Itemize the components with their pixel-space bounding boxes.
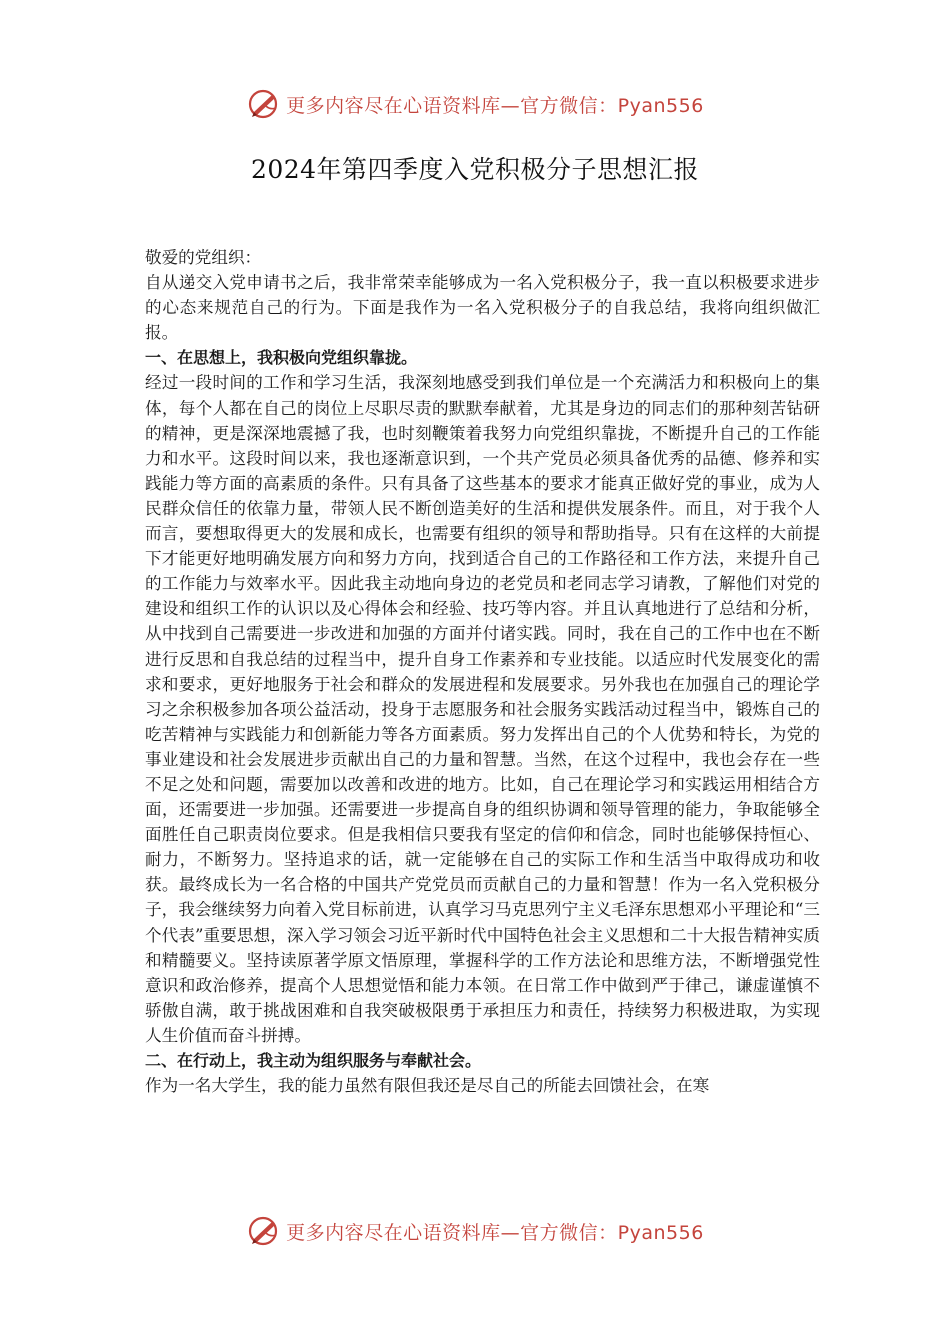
banner-text: 更多内容尽在心语资料库—官方微信：Pyan556	[286, 94, 704, 117]
salutation: 敬爱的党组织：	[145, 248, 262, 267]
pen-logo-icon	[246, 1213, 282, 1249]
footer-banner	[0, 1211, 950, 1251]
section-heading-1: 一、在思想上，我积极向党组织靠拢。	[145, 348, 418, 368]
document-title: 2024年第四季度入党积极分子思想汇报	[250, 155, 700, 184]
banner-text: 更多内容尽在心语资料库—官方微信：Pyan556	[286, 1221, 704, 1244]
document-body	[145, 245, 820, 1098]
section-heading-2: 二、在行动上，我主动为组织服务与奉献社会。	[145, 1051, 482, 1070]
section-paragraph-2: 作为一名大学生，我的能力虽然有限但我还是尽自己的所能去回馈社会，在寒	[145, 1076, 710, 1096]
pen-logo-icon	[246, 86, 282, 122]
section-paragraph-1: 经过一段时间的工作和学习生活，我深刻地感受到我们单位是一个充满活力和积极向上的集体，每个人都在自己的岗位上尽职尽责的默默奉献着，尤其是身边的同志们的那种刻苦钻研的精神，更是深深地震撼了我，也时刻鞭策着我努力向党组织靠拢，不断提升自己的工作能力和水平。这段时间以来，我也逐渐意识到，一个共产党员必须具备优秀的品德、修养和实践能力等方面的高素质的条件。只有具备了这些基本的要求才能真正做好党的事业，成为人民群众信任的依靠力量，带领人民不断创造美好的生活和提供发展条件。而且，对于我个人而言，要想取得更大的发展和成长，也需要有组织的领导和帮助指导。只有在这样的大前提下才能更好地明确发展方向和努力方向，找到适合自己的工作路径和工作方法，来提升自己的工作能力与效率水平。因此我主动地向身边的老党员和老同志学习请教，了解他们对党的建设和组织工作的认识以及心得体会和经验、技巧等内容。并且认真地进行了总结和分析，从中找到自己需要进一步改进和加强的方面并付诸实践。同时，我在自己的工作中也在不断进行反思和自我总结的过程当中，提升自身工作素养和专业技能。以适应时代发展变化的需求和要求，更好地服务于社会和群众的发展进程和发展要求。另外我也在加强自己的理论学习之余积极参加各项公益活动，投身于志愿服务和社会服务实践活动过程当中，锻炼自己的吃苦精神与实践能力和创新能力等各方面素质。努力发挥出自己的个人优势和特长，为党的事业建设和社会发展进步贡献出自己的力量和智慧。当然，在这个过程中，我也会存在一些不足之处和问题，需要加以改善和改进的地方。比如，自己在理论学习和实践运用相结合方面，还需要进一步加强。还需要进一步提高自身的组织协调和领导管理的能力，争取能够全面胜任自己职责岗位要求。但是我相信只要我有坚定的信仰和信念，同时也能够保持恒心、耐力，不断努力。坚持追求的话，就一定能够在自己的实际工作和生活当中取得成功和收获。最终成长为一名合格的中国共产党党员而贡献自己的力量和智慧！作为一名入党积极分子，我会继续努力向着入党目标前进，认真学习马克思列宁主义毛泽东思想邓小平理论和“三个代表”重要思想，深入学习领会习近平新时代中国特色社会主义思想和二十大报告精神实质和精髓要义。坚持读原著学原文悟原理，掌握科学的工作方法论和思维方法，不断增强党性意识和政治修养，提高个人思想觉悟和能力本领。在日常工作中做到严于律己，谦虚谨慎不骄傲自满，敢于挑战困难和自我突破极限勇于承担压力和责任，持续努力积极进取，为实现人生价值而奋斗拼搏。	[145, 373, 820, 1045]
intro-paragraph: 自从递交入党申请书之后，我非常荣幸能够成为一名入党积极分子，我一直以积极要求进步的心态来规范自己的行为。下面是我作为一名入党积极分子的自我总结，我将向组织做汇报。	[145, 273, 820, 343]
header-banner	[0, 84, 950, 124]
